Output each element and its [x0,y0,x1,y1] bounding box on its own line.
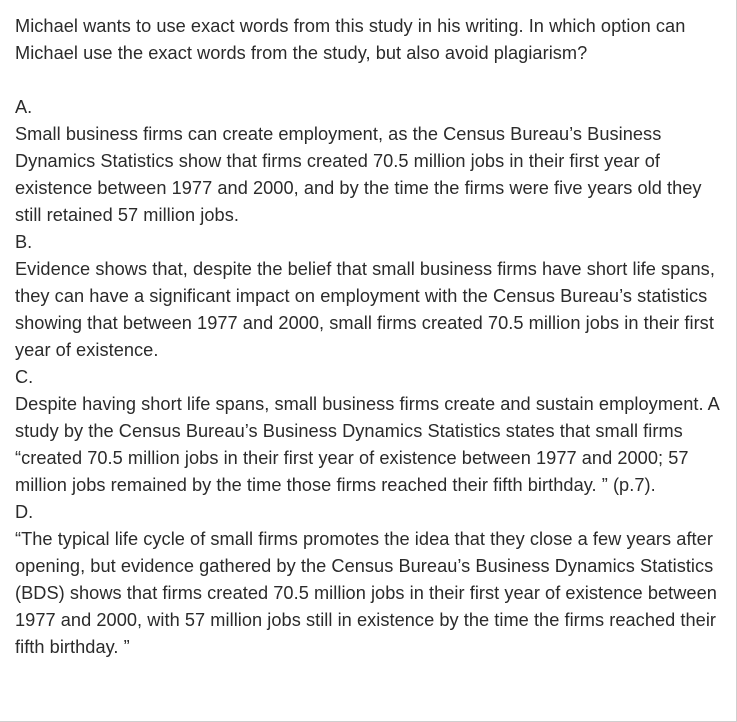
option-d[interactable] [15,499,720,661]
option-c-letter: C. [15,367,34,387]
option-a-text: Small business firms can create employment, as the Census Bureau’s Business Dynamics Statistics show that firms created 70.5 million jobs in their first year of existence between 1977 and 2000, and by the time the firms were five years old they still retained 57 million jobs. [15,124,702,225]
option-c[interactable] [15,364,720,499]
option-a[interactable] [15,94,720,229]
option-d-letter: D. [15,502,34,522]
option-b-text: Evidence shows that, despite the belief that small business firms have short life spans, they can have a significant impact on employment with the Census Bureau’s statistics showing that between 1977 and 2000, small firms created 70.5 million jobs in their first year of existence. [15,259,715,360]
option-d-text: “The typical life cycle of small firms promotes the idea that they close a few years after opening, but evidence gathered by the Census Bureau’s Business Dynamics Statistics (BDS) shows that firms created 70.5 million jobs in their first year of existence between 1977 and 2000, with 57 million jobs still in existence by the time the firms reached their fifth birthday. ” [15,529,717,657]
option-a-letter: A. [15,97,33,117]
option-b[interactable] [15,229,720,364]
question-content [15,13,720,661]
question-text: Michael wants to use exact words from this study in his writing. In which option can Michael use the exact words from the study, but also avoid plagiarism? [15,16,686,63]
option-c-text: Despite having short life spans, small business firms create and sustain employment. A study by the Census Bureau’s Business Dynamics Statistics states that small firms “created 70.5 million jobs in their first year of existence between 1977 and 2000; 57 million jobs remained by the time those firms reached their fifth birthday. ” (p.7). [15,394,719,495]
spacer [15,67,720,94]
option-b-letter: B. [15,232,33,252]
